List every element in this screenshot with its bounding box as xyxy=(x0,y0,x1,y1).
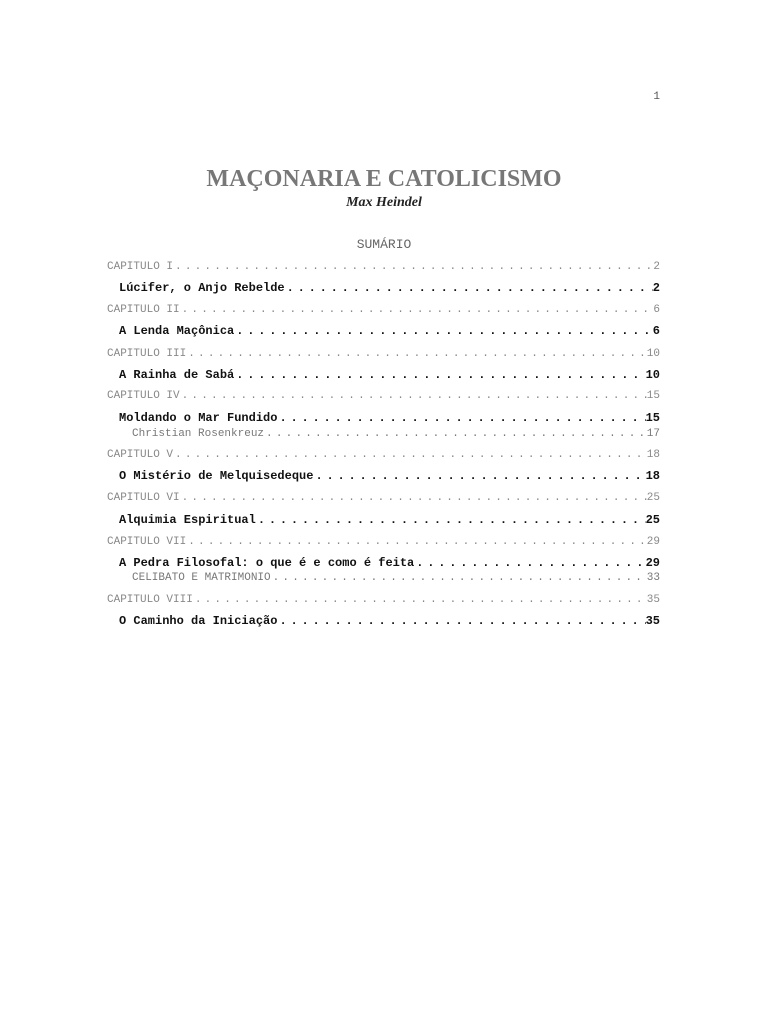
toc-page-number: 10 xyxy=(645,368,660,382)
toc-chapter-3[interactable] xyxy=(107,348,660,360)
toc-section-misterio-melquisedeque[interactable] xyxy=(119,469,660,483)
toc-chapter-2[interactable] xyxy=(107,304,660,316)
document-author: Max Heindel xyxy=(346,195,422,210)
toc-page-number: 10 xyxy=(646,348,660,360)
toc-section-pedra-filosofal[interactable] xyxy=(119,556,660,570)
toc-dot-leader xyxy=(285,281,653,295)
toc-dot-leader xyxy=(173,449,647,461)
toc-entry-label: CAPÍTULO III xyxy=(107,348,187,360)
toc-section-alquimia-espiritual[interactable] xyxy=(119,513,660,527)
toc-entry-label: A Lenda Maçônica xyxy=(119,324,235,338)
toc-page-number: 6 xyxy=(652,324,660,338)
summary-heading: SUMÁRIO xyxy=(356,237,412,252)
toc-section-lenda-maconica[interactable] xyxy=(119,324,660,338)
toc-entry-label: Moldando o Mar Fundido xyxy=(119,411,278,425)
toc-page-number: 6 xyxy=(653,304,660,316)
toc-dot-leader xyxy=(234,368,645,382)
toc-entry-label: CAPÍTULO VI xyxy=(107,492,180,504)
toc-section-lucifer[interactable] xyxy=(119,281,660,295)
toc-entry-label: CAPÍTULO VII xyxy=(107,536,187,548)
toc-chapter-4[interactable] xyxy=(107,390,660,402)
toc-entry-label: A Rainha de Sabá xyxy=(119,368,235,382)
page-number: 1 xyxy=(653,91,660,103)
toc-dot-leader xyxy=(256,513,646,527)
toc-entry-label: CAPÍTULO II xyxy=(107,304,180,316)
document-title: MAÇONARIA E CATOLICISMO xyxy=(206,166,562,192)
toc-chapter-6[interactable] xyxy=(107,492,660,504)
toc-page-number: 25 xyxy=(645,513,660,527)
toc-dot-leader xyxy=(180,304,654,316)
toc-entry-label: CAPÍTULO IV xyxy=(107,390,180,402)
toc-section-rainha-de-saba[interactable] xyxy=(119,368,660,382)
toc-page-number: 35 xyxy=(646,594,660,606)
toc-dot-leader xyxy=(277,614,645,628)
toc-page-number: 29 xyxy=(645,556,660,570)
toc-chapter-5[interactable] xyxy=(107,449,660,461)
toc-dot-leader xyxy=(186,348,647,360)
toc-entry-label: CELIBATO E MATRIMÔNIO xyxy=(132,572,271,584)
toc-dot-leader xyxy=(234,324,653,338)
toc-entry-label: O Caminho da Iniciação xyxy=(119,614,278,628)
toc-entry-label: Christian Rosenkreuz xyxy=(132,428,265,440)
toc-page-number: 18 xyxy=(646,449,660,461)
toc-entry-label: CAPÍTULO VIII xyxy=(107,594,193,606)
toc-entry-label: CAPÍTULO V xyxy=(107,449,174,461)
toc-dot-leader xyxy=(173,261,653,273)
toc-dot-leader xyxy=(271,572,647,584)
toc-entry-label: Alquimia Espiritual xyxy=(119,513,256,527)
toc-dot-leader xyxy=(277,411,645,425)
toc-dot-leader xyxy=(264,428,647,440)
toc-section-caminho-iniciacao[interactable] xyxy=(119,614,660,628)
toc-page-number: 35 xyxy=(645,614,660,628)
toc-page-number: 17 xyxy=(646,428,660,440)
toc-dot-leader xyxy=(193,594,647,606)
toc-dot-leader xyxy=(180,492,647,504)
toc-dot-leader xyxy=(313,469,645,483)
toc-page-number: 2 xyxy=(653,261,660,273)
toc-dot-leader xyxy=(414,556,645,570)
toc-dot-leader xyxy=(180,390,647,402)
toc-chapter-8[interactable] xyxy=(107,594,660,606)
toc-section-moldando-mar-fundido[interactable] xyxy=(119,411,660,425)
toc-page-number: 15 xyxy=(646,390,660,402)
toc-page-number: 15 xyxy=(645,411,660,425)
toc-page-number: 25 xyxy=(646,492,660,504)
toc-entry-label: O Mistério de Melquisedeque xyxy=(119,469,314,483)
toc-page-number: 2 xyxy=(652,281,660,295)
toc-page-number: 18 xyxy=(645,469,660,483)
toc-entry-label: A Pedra Filosofal: o que é e como é feita xyxy=(119,556,415,570)
toc-page-number: 33 xyxy=(646,572,660,584)
toc-chapter-1[interactable] xyxy=(107,261,660,273)
toc-entry-label: CAPÍTULO I xyxy=(107,261,174,273)
toc-entry-label: Lúcifer, o Anjo Rebelde xyxy=(119,281,285,295)
toc-subsection-celibato-matrimonio[interactable] xyxy=(132,572,660,584)
toc-subsection-christian-rosenkreuz[interactable] xyxy=(132,428,660,440)
toc-chapter-7[interactable] xyxy=(107,536,660,548)
toc-dot-leader xyxy=(186,536,647,548)
toc-page-number: 29 xyxy=(646,536,660,548)
